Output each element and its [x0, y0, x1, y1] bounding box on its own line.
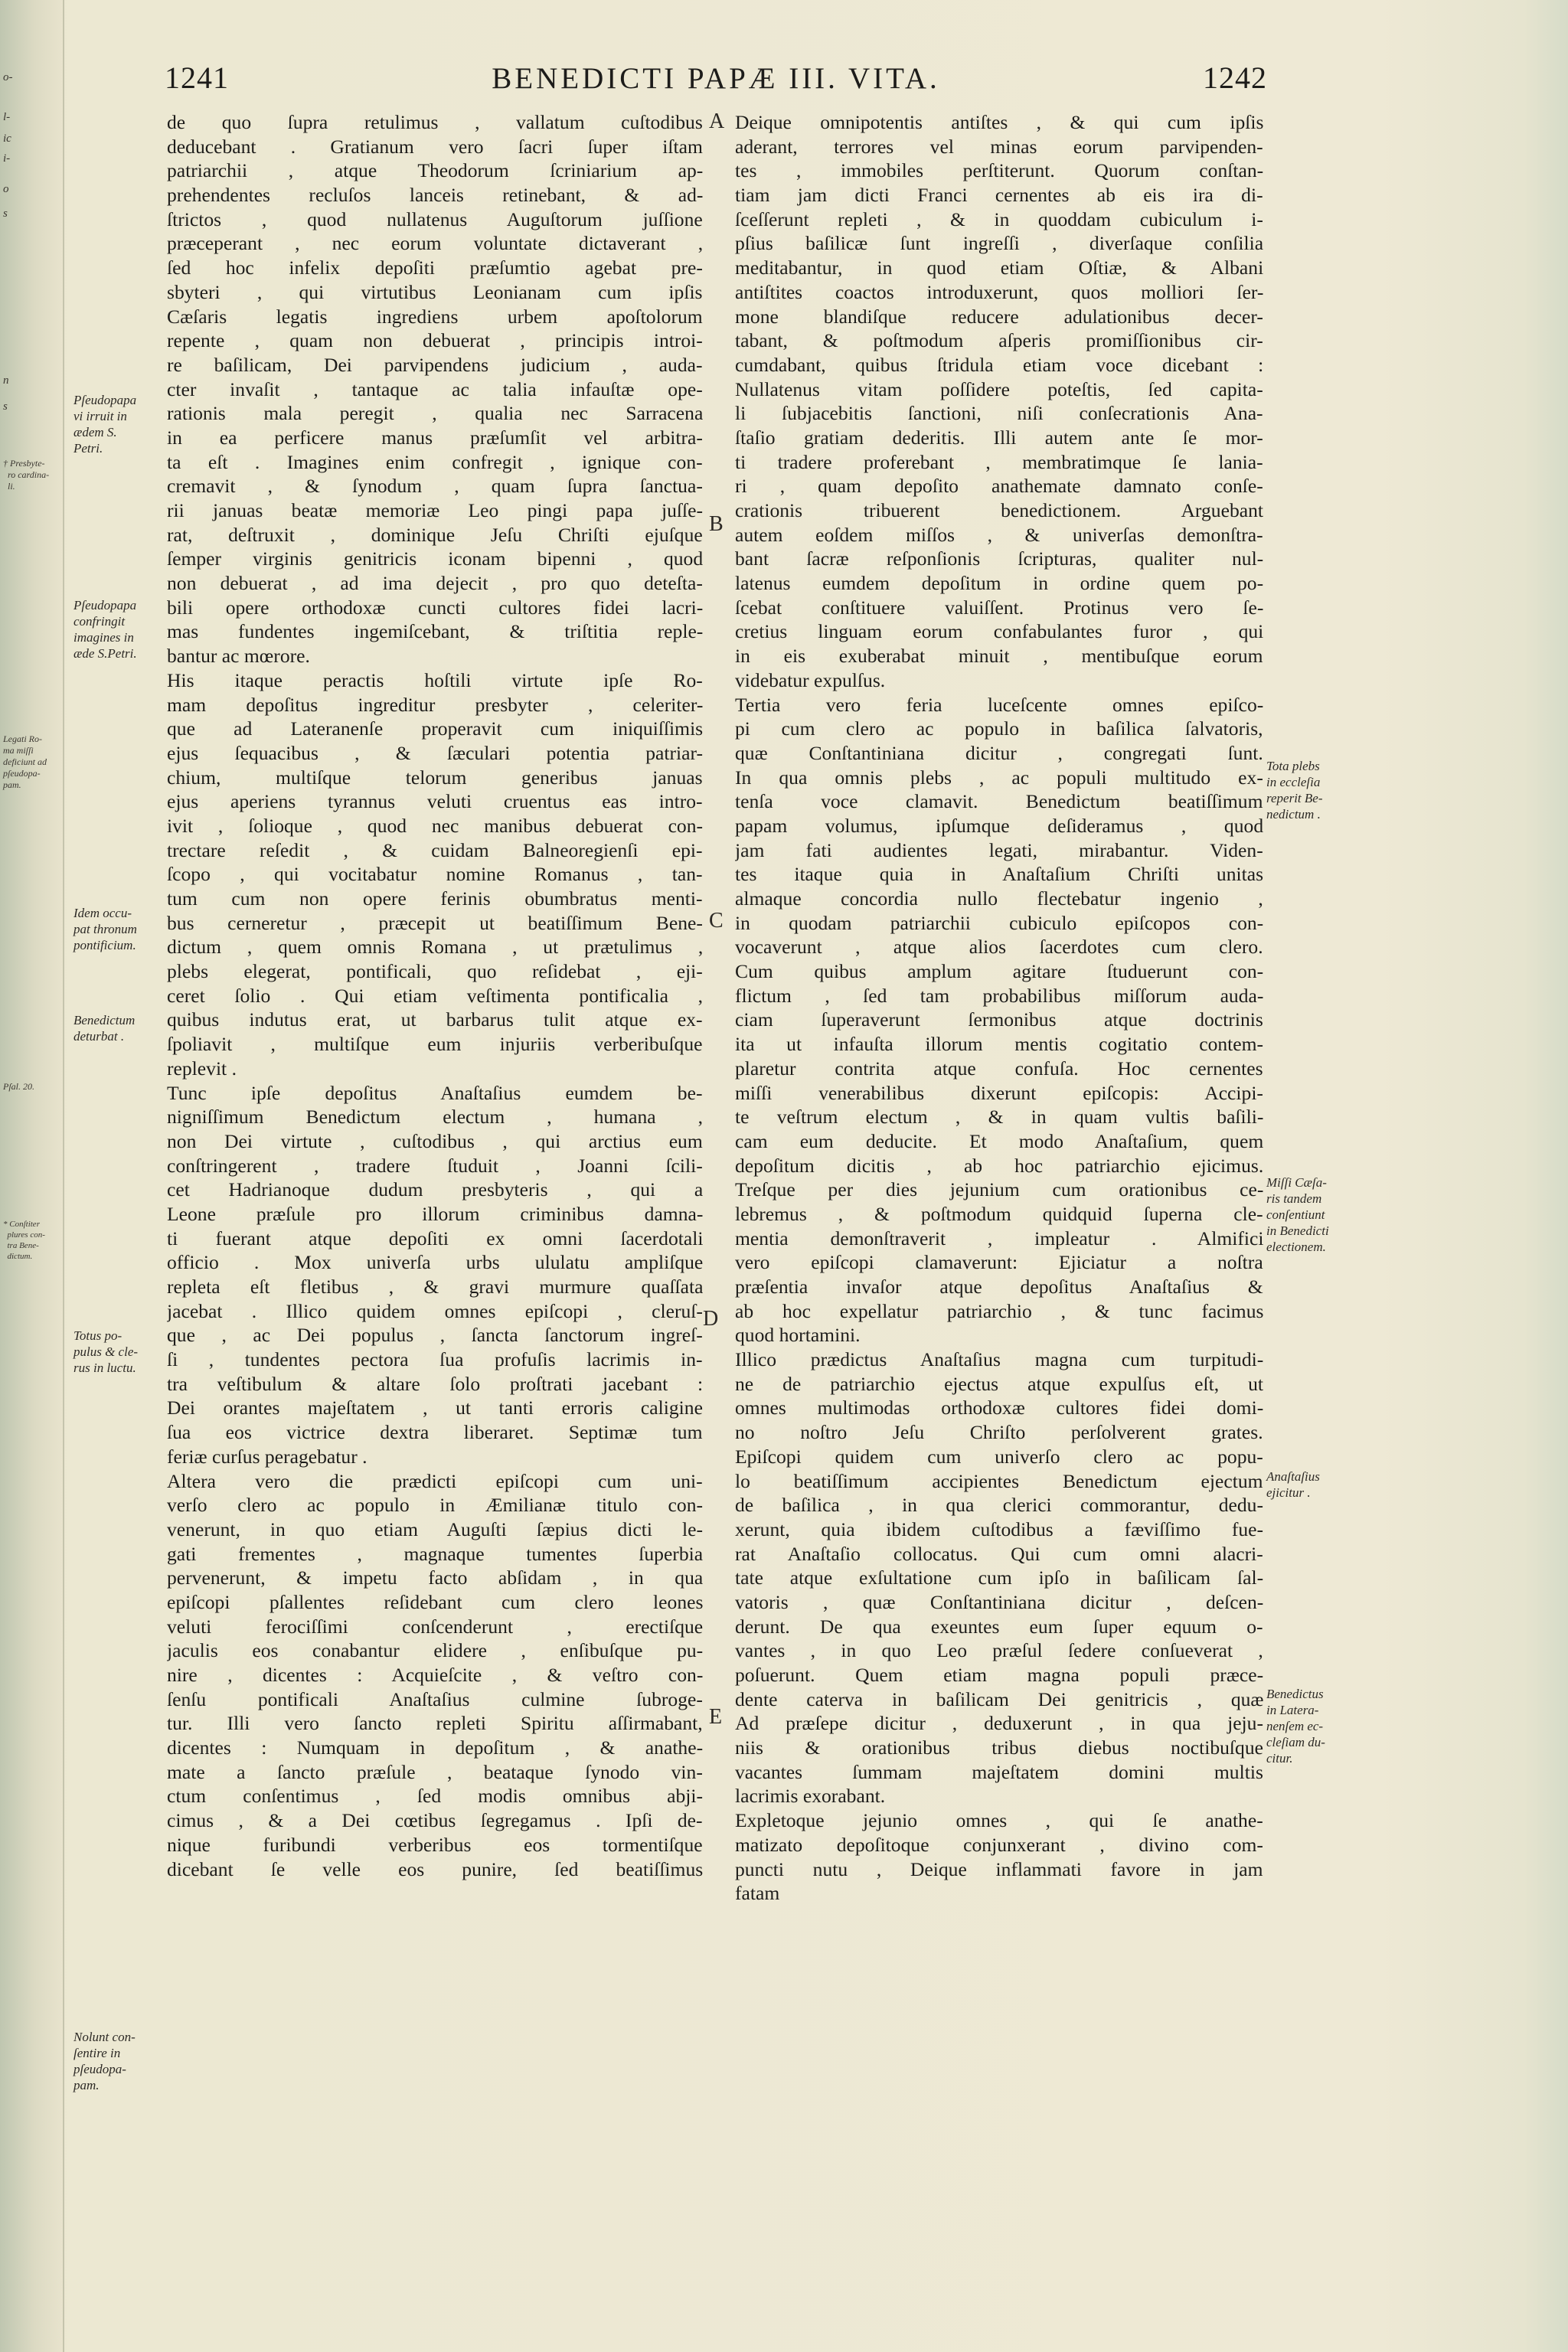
gutter-fragment: ic	[3, 132, 11, 145]
text-line: His itaque peractis hoſtili virtute ipſe Ro-	[167, 668, 703, 691]
text-line: patriarchii , atque Theodorum ſcriniarium ap-	[167, 159, 703, 182]
text-line: ceret ſolio . Qui etiam veſtimenta pontificalia ,	[167, 984, 703, 1007]
text-line: Dei orantes majeſtatem , ut tanti erroris caligine	[167, 1396, 703, 1419]
text-line: que ad Lateranenſe properavit cum iniquiſſimis	[167, 717, 703, 740]
text-line: trectare reſedit , & cuidam Balneoregienſi epi-	[167, 838, 703, 861]
text-line: ſpoliavit , multiſque eum injuriis verberibuſque	[167, 1033, 703, 1056]
text-line: tum cum non opere ferinis obumbratus menti-	[167, 887, 703, 910]
text-line: lacrimis exorabant.	[735, 1785, 886, 1808]
margin-note-left: Pſeudopapa vi irruit in ædem S. Petri.	[74, 393, 137, 456]
margin-note-right: Benedictus in Latera- nenſem ec- cleſiam du- citur.	[1266, 1687, 1325, 1766]
text-line: epiſcopi pſallentes reſidebant cum clero leones	[167, 1590, 703, 1613]
text-line: cam eum deducite. Et modo Anaſtaſium, quem	[735, 1129, 1263, 1152]
gutter-fragment: i-	[3, 152, 11, 165]
margin-note-left: Totus po- pulus & cle- rus in luctu.	[74, 1328, 139, 1375]
text-line: cretius linguam eorum confabulantes furor , qui	[735, 620, 1263, 643]
text-line: non Dei virtute , cuſtodibus , qui arctius eum	[167, 1129, 703, 1152]
text-line: Cæſaris legatis ingrediens urbem apoſtolorum	[167, 305, 703, 328]
text-line: rat, deſtruxit , dominique Jeſu Chriſti ejuſque	[167, 523, 703, 546]
margin-note-left: Nolunt con- ſentire in pſeudopa- pam.	[74, 2030, 136, 2092]
margin-note-left: Pſeudopapa confringit imagines in æde S.Petri.	[74, 598, 137, 661]
text-line: matizato depoſitoque conjunxerant , divino com-	[735, 1833, 1263, 1856]
text-line: Deique omnipotentis antiſtes , & qui cum ipſis	[735, 111, 1263, 133]
text-line: Treſque per dies jejunium cum orationibus ce-	[735, 1178, 1263, 1201]
text-line: Altera vero die prædicti epiſcopi cum uni-	[167, 1469, 703, 1492]
text-line: dictum , quem omnis Romana , ut prætulimus ,	[167, 936, 703, 959]
text-line: ſenſu pontificali Anaſtaſius culmine ſubroge-	[167, 1687, 703, 1710]
running-title: BENEDICTI PAPÆ III. VITA.	[492, 62, 940, 95]
margin-note-right: Anaſtaſius ejicitur .	[1266, 1469, 1320, 1500]
text-column-right	[735, 110, 1263, 1906]
text-line: ſemper virginis genitricis iconam bipenni , quod	[167, 547, 703, 570]
gutter-fragment: l-	[3, 111, 11, 123]
text-line: Nullatenus vitam poſſidere poteſtis, ſed capita-	[735, 377, 1263, 400]
margin-note-right: Tota plebs in eccleſia reperit Be- nedictum .	[1266, 759, 1323, 822]
text-line: de baſilica , in qua clerici commorantur, dedu-	[735, 1494, 1263, 1517]
text-line: ſi , tundentes pectora ſua profuſis lacrimis in-	[167, 1348, 703, 1371]
section-marker-e: E	[709, 1705, 723, 1729]
text-line: aderant, terrores vel minas eorum parvipenden-	[735, 135, 1263, 158]
text-line: omnes multimodas orthodoxæ cultores fidei domi-	[735, 1396, 1263, 1419]
text-line: præſentia invaſor atque depoſitus Anaſtaſius &	[735, 1276, 1263, 1298]
page-header	[165, 60, 1267, 100]
text-line: ri , quam depoſito anathemate damnato conſe-	[735, 475, 1263, 498]
section-marker-d: D	[703, 1307, 719, 1331]
text-line: rat Anaſtaſio collocatus. Qui cum omni alacri-	[735, 1542, 1263, 1565]
text-line: cter invaſit , tantaque ac talia infauſtæ ope-	[167, 377, 703, 400]
section-marker-c: C	[709, 909, 724, 933]
page-number-right: 1242	[1203, 60, 1267, 95]
text-line: latenus eumdem depoſitum in ordine quem po-	[735, 572, 1263, 595]
text-line: papam volumus, ipſumque deſideramus , quod	[735, 814, 1263, 837]
text-line: almaque concordia nullo flectebatur ingenio ,	[735, 887, 1263, 910]
text-line: In qua omnis plebs , ac populi multitudo ex-	[735, 766, 1263, 789]
text-line: sbyteri , qui virtutibus Leonianam cum ipſis	[167, 280, 703, 303]
text-line: ſcebat conſtituere valuiſſent. Protinus vero ſe-	[735, 596, 1263, 619]
text-column-left	[167, 110, 703, 1881]
text-line: ſed hoc infelix depoſiti præſumtio agebat pre-	[167, 256, 703, 279]
text-line: ejus aperiens tyrannus veluti cruentus eas intro-	[167, 790, 703, 813]
text-line: verſo clero ac populo in Æmilianæ titulo con-	[167, 1494, 703, 1517]
text-line: dicebant ſe velle eos punire, ſed beatiſſimus	[167, 1857, 703, 1880]
text-line: quæ Conſtantiniana dicitur , congregati ſunt.	[735, 741, 1263, 764]
text-line: Expletoque jejunio omnes , qui ſe anathe-	[735, 1809, 1263, 1832]
text-line: ſua eos victrice dextra liberaret. Septimæ tum	[167, 1421, 703, 1444]
text-line: nire , dicentes : Acquieſcite , & veſtro con-	[167, 1664, 703, 1686]
text-line: bant ſacræ reſponſionis ſcripturas, qualiter nul-	[735, 547, 1263, 570]
text-line: bantur ac mœrore.	[167, 645, 310, 668]
text-line: re baſilicam, Dei parvipendens judicium , auda-	[167, 353, 703, 376]
text-line: ſtrictos , quod nullatenus Auguſtorum juſſione	[167, 207, 703, 230]
text-line: lebremus , & poſtmodum quidquid ſuperna cle-	[735, 1202, 1263, 1225]
text-line: cimus , & a Dei cœtibus ſegregamus . Ipſi de-	[167, 1809, 703, 1832]
text-line: ita ut infauſta illorum mentis cogitatio contem-	[735, 1033, 1263, 1056]
text-line: bus cerneretur , præcepit ut beatiſſimum Bene-	[167, 911, 703, 934]
text-line: ſcopo , qui vocitabatur nomine Romanus , tan-	[167, 863, 703, 886]
text-line: vantes , in quo Leo præſul ſedere conſueverat ,	[735, 1639, 1263, 1662]
text-line: tra veſtibulum & altare ſolo proſtrati jacebant :	[167, 1372, 703, 1395]
text-line: miſſi venerabilibus dixerunt epiſcopis: Accipi-	[735, 1081, 1263, 1104]
text-line: pſius baſilicæ ſunt ingreſſi , diverſaque conſilia	[735, 232, 1263, 255]
text-line: xerunt, quia ibidem cuſtodibus a fæviſſimo fue-	[735, 1517, 1263, 1540]
text-line: ne de patriarchio ejectus atque expulſus eſt, ut	[735, 1372, 1263, 1395]
gutter-fragment: s	[3, 207, 8, 220]
section-marker-a: A	[709, 109, 725, 133]
text-line: quibus indutus erat, ut barbarus tulit atque ex-	[167, 1008, 703, 1031]
text-line: li ſubjacebitis ſanctioni, niſi conſecrationis Ana-	[735, 402, 1263, 425]
text-line: flictum , ſed tam probabilibus miſſorum auda-	[735, 984, 1263, 1007]
text-line: mentia demonſtraverit , impleatur . Almifici	[735, 1227, 1263, 1250]
text-line: dente caterva in baſilicam Dei genitricis , quæ	[735, 1687, 1263, 1710]
text-line: videbatur expulſus.	[735, 668, 886, 691]
text-line: ti tradere proferebant , membratimque ſe lania-	[735, 450, 1263, 473]
text-line: Epiſcopi quidem cum univerſo clero ac popu-	[735, 1445, 1263, 1468]
text-line: feriæ curſus peragebatur .	[167, 1445, 368, 1468]
text-line: ab hoc expellatur patriarchio , & tunc facimus	[735, 1299, 1263, 1322]
text-line: mas fundentes ingemiſcebant, & triſtitia reple-	[167, 620, 703, 643]
text-line: cumdabant, quibus ſtridula etiam voce dicebant :	[735, 353, 1263, 376]
text-line: Cum quibus amplum agitare ſtuduerunt con-	[735, 960, 1263, 983]
text-line: tate atque exſultatione cum ipſo in baſilicam ſal-	[735, 1566, 1263, 1589]
text-line: tur. Illi vero ſancto repleti Spiritu aſſirmabant,	[167, 1712, 703, 1735]
text-line: derunt. De qua exeuntes eum ſuper equum o-	[735, 1615, 1263, 1638]
text-line: vatoris , quæ Conſtantiniana dicitur , deſcen-	[735, 1590, 1263, 1613]
text-line: tes itaque quia in Anaſtaſium Chriſti unitas	[735, 863, 1263, 886]
text-line: repente , quam non debuerat , principis introi-	[167, 329, 703, 352]
text-line: non debuerat , ad ima dejecit , pro quo deteſta-	[167, 572, 703, 595]
text-line: Illico prædictus Anaſtaſius magna cum turpitudi-	[735, 1348, 1263, 1371]
text-line: te veſtrum electum , & in quam vultis baſili-	[735, 1106, 1263, 1129]
gutter-fragment: n	[3, 374, 9, 387]
text-line: in eis exuberabat minuit , mentibuſque eorum	[735, 645, 1263, 668]
text-line: ejus ſequacibus , & ſæculari potentia patriar-	[167, 741, 703, 764]
text-line: pi cum clero ac populo in baſilica ſalvatoris,	[735, 717, 1263, 740]
text-line: fatam	[735, 1882, 780, 1905]
text-line: crationis tribuerent benedictionem. Arguebant	[735, 499, 1263, 521]
text-line: jaculis eos conabantur elidere , enſibuſque pu-	[167, 1639, 703, 1662]
text-line: mone blandiſque reducere adulationibus decer-	[735, 305, 1263, 328]
text-line: rii januas beatæ memoriæ Leo pingi papa juſſe-	[167, 499, 703, 521]
text-line: que , ac Dei populus , ſancta ſanctorum ingreſ-	[167, 1324, 703, 1347]
text-line: rationis mala peregit , qualia nec Sarracena	[167, 402, 703, 425]
text-line: venerunt, in quo etiam Auguſti ſæpius dicti le-	[167, 1517, 703, 1540]
text-line: jam fati audientes legati, mirabantur. Viden-	[735, 838, 1263, 861]
text-line: ivit , ſolioque , quod nec manibus debuerat con-	[167, 814, 703, 837]
text-line: no noſtro Jeſu Chriſto perſolverent grates.	[735, 1421, 1263, 1444]
text-line: nigniſſimum Benedictum electum , humana ,	[167, 1106, 703, 1129]
text-line: Ad præſepe dicitur , deduxerunt , in qua jeju-	[735, 1712, 1263, 1735]
text-line: tes , immobiles perſtiterunt. Quorum conſtan-	[735, 159, 1263, 182]
text-line: autem eoſdem miſſos , & univerſas demonſtra-	[735, 523, 1263, 546]
text-line: deducebant . Gratianum vero ſacri ſuper iſtam	[167, 135, 703, 158]
text-line: vero epiſcopi clamaverunt: Ejiciatur a noſtra	[735, 1251, 1263, 1274]
text-line: de quo ſupra retulimus , vallatum cuſtodibus	[167, 111, 703, 133]
text-line: mate a ſancto præſule , beataque ſynodo vin-	[167, 1760, 703, 1783]
text-line: ti fuerant atque depoſiti ex omni ſacerdotali	[167, 1227, 703, 1250]
text-line: niis & orationibus tribus diebus noctibuſque	[735, 1736, 1263, 1759]
text-line: gati frementes , magnaque tumentes ſuperbia	[167, 1542, 703, 1565]
text-line: nique furibundi verberibus eos tormentiſque	[167, 1833, 703, 1856]
text-line: cet Hadrianoque dudum presbyteris , qui a	[167, 1178, 703, 1201]
text-line: ſceſſerunt repleti , & in quoddam cubiculum i-	[735, 207, 1263, 230]
gutter-fragment: Legati Ro- ma miſſi deficiunt ad pſeudopa- pam.	[3, 733, 47, 790]
gutter-fragment: o-	[3, 71, 13, 83]
section-marker-b: B	[709, 512, 724, 536]
text-line: ſtaſio gratiam dederitis. Illi autem ante ſe mor-	[735, 426, 1263, 449]
text-line: ciam ſuperaverunt ſermonibus atque doctrinis	[735, 1008, 1263, 1031]
gutter-fragment: o	[3, 183, 9, 195]
text-line: ta eſt . Imagines enim confregit , ignique con-	[167, 450, 703, 473]
text-line: quod hortamini.	[735, 1324, 861, 1347]
text-line: depoſitum dicitis , ab hoc patriarchio ejicimus.	[735, 1154, 1263, 1177]
text-line: dicentes : Numquam in depoſitum , & anathe-	[167, 1736, 703, 1759]
text-line: ctum conſentimus , ſed modis omnibus abji-	[167, 1785, 703, 1808]
text-line: puncti nutu , Deique inflammati favore in jam	[735, 1857, 1263, 1880]
text-line: pervenerunt, & impetu facto abſidam , in qua	[167, 1566, 703, 1589]
text-line: chium, multiſque telorum generibus januas	[167, 766, 703, 789]
gutter-fragment: Pſal. 20.	[3, 1081, 34, 1092]
text-line: lo beatiſſimum accipientes Benedictum ejectum	[735, 1469, 1263, 1492]
text-line: præceperant , nec eorum voluntate dictaverant ,	[167, 232, 703, 255]
text-line: jacebat . Illico quidem omnes epiſcopi , cleruſ-	[167, 1299, 703, 1322]
text-line: meditabantur, in quod etiam Oſtiæ, & Albani	[735, 256, 1263, 279]
page-number-left: 1241	[165, 60, 229, 95]
text-line: bili opere orthodoxæ cuncti cultores fidei lacri-	[167, 596, 703, 619]
text-line: officio . Mox univerſa urbs ululatu ampliſque	[167, 1251, 703, 1274]
text-line: plebs elegerat, pontificali, quo reſidebat , eji-	[167, 960, 703, 983]
text-line: repleta eſt fletibus , & gravi murmure quaſſata	[167, 1276, 703, 1298]
text-line: mam depoſitus ingreditur presbyter , celeriter-	[167, 693, 703, 716]
text-line: tabant, & poſtmodum aſperis promiſſionibus cir-	[735, 329, 1263, 352]
margin-note-right: Miſſi Cæſa- ris tandem conſentiunt in Benedicti electionem.	[1266, 1175, 1329, 1254]
text-line: plaretur contrita atque confuſa. Hoc cernentes	[735, 1057, 1263, 1080]
text-line: veluti ferociſſimi conſcenderunt , erectiſque	[167, 1615, 703, 1638]
text-line: poſuerunt. Quem etiam magna populi præce-	[735, 1664, 1263, 1686]
binding-gutter	[0, 0, 64, 2352]
text-line: tenſa voce clamavit. Benedictum beatiſſimum	[735, 790, 1263, 813]
margin-note-left: Idem occu- pat thronum pontificium.	[74, 906, 137, 952]
text-line: antiſtites coactos introduxerunt, quos molliori ſer-	[735, 280, 1263, 303]
text-line: Leone præſule pro illorum criminibus damna-	[167, 1202, 703, 1225]
gutter-fragment: s	[3, 400, 8, 413]
text-line: Tunc ipſe depoſitus Anaſtaſius eumdem be-	[167, 1081, 703, 1104]
margin-note-left: Benedictum deturbat .	[74, 1013, 136, 1044]
text-line: in quodam patriarchii cubiculo epiſcopos con-	[735, 911, 1263, 934]
text-line: replevit .	[167, 1057, 237, 1080]
gutter-fragment: † Presbyte- ro cardina- li.	[3, 458, 50, 492]
text-line: prehendentes recluſos lanceis retinebant, & ad-	[167, 184, 703, 207]
text-line: conſtringerent , tradere ſtuduit , Joanni ſcili-	[167, 1154, 703, 1177]
text-line: vacantes ſummam majeſtatem domini multis	[735, 1760, 1263, 1783]
text-line: Tertia vero feria luceſcente omnes epiſco-	[735, 693, 1263, 716]
text-line: in ea perficere manus præſumſit vel arbitra-	[167, 426, 703, 449]
text-line: tiam jam dicti Franci cernentes ab eis ira di-	[735, 184, 1263, 207]
text-line: vocaverunt , atque alios ſacerdotes cum clero.	[735, 936, 1263, 959]
text-line: cremavit , & ſynodum , quam ſupra ſanctua-	[167, 475, 703, 498]
gutter-fragment: * Conſtiter plures con- tra Bene- dictum.	[3, 1220, 45, 1261]
